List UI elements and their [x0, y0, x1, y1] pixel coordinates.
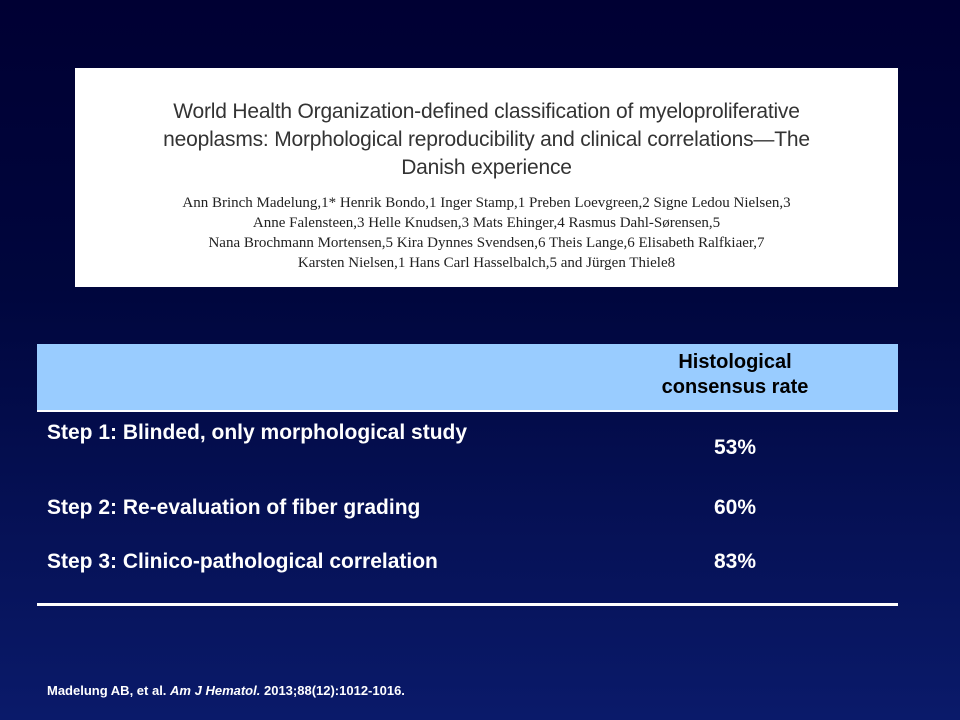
step-label: Step 2: Re-evaluation of fiber grading — [47, 496, 421, 519]
table-row — [37, 547, 898, 606]
table-row — [37, 412, 898, 493]
paper-title-line: Danish experience — [401, 156, 572, 179]
author-line: Karsten Nielsen,1 Hans Carl Hasselbalch,5 and Jürgen Thiele8 — [297, 255, 676, 271]
citation-authors: Madelung AB, et al. — [47, 683, 167, 698]
paper-title — [75, 98, 898, 182]
paper-authors — [75, 193, 898, 273]
step-label: Step 1: Blinded, only morphological study — [47, 421, 468, 444]
author-line: Nana Brochmann Mortensen,5 Kira Dynnes Svendsen,6 Theis Lange,6 Elisabeth Ralfkiaer,7 — [208, 235, 765, 251]
author-line: Ann Brinch Madelung,1* Henrik Bondo,1 Inger Stamp,1 Preben Loevgreen,2 Signe Ledou Nielsen,3 — [182, 195, 791, 211]
paper-title-line: neoplasms: Morphological reproducibility and clinical correlations—The — [163, 128, 810, 151]
paper-header-image — [75, 68, 898, 287]
citation-details: 2013;88(12):1012-1016. — [263, 683, 405, 698]
author-line: Anne Falensteen,3 Helle Knudsen,3 Mats Ehinger,4 Rasmus Dahl-Sørensen,5 — [252, 215, 721, 231]
paper-title-line: World Health Organization-defined classification of myeloproliferative — [173, 100, 800, 123]
citation — [47, 683, 405, 698]
column-header-consensus-rate: Histological consensus rate — [661, 351, 809, 398]
citation-journal: Am J Hematol. — [170, 683, 261, 698]
table-header — [37, 344, 898, 412]
consensus-value: 83% — [713, 550, 757, 573]
step-label: Step 3: Clinico-pathological correlation — [47, 550, 438, 573]
table-row — [37, 493, 898, 547]
consensus-table — [37, 344, 898, 606]
consensus-value: 53% — [713, 436, 757, 459]
consensus-value: 60% — [713, 496, 757, 519]
